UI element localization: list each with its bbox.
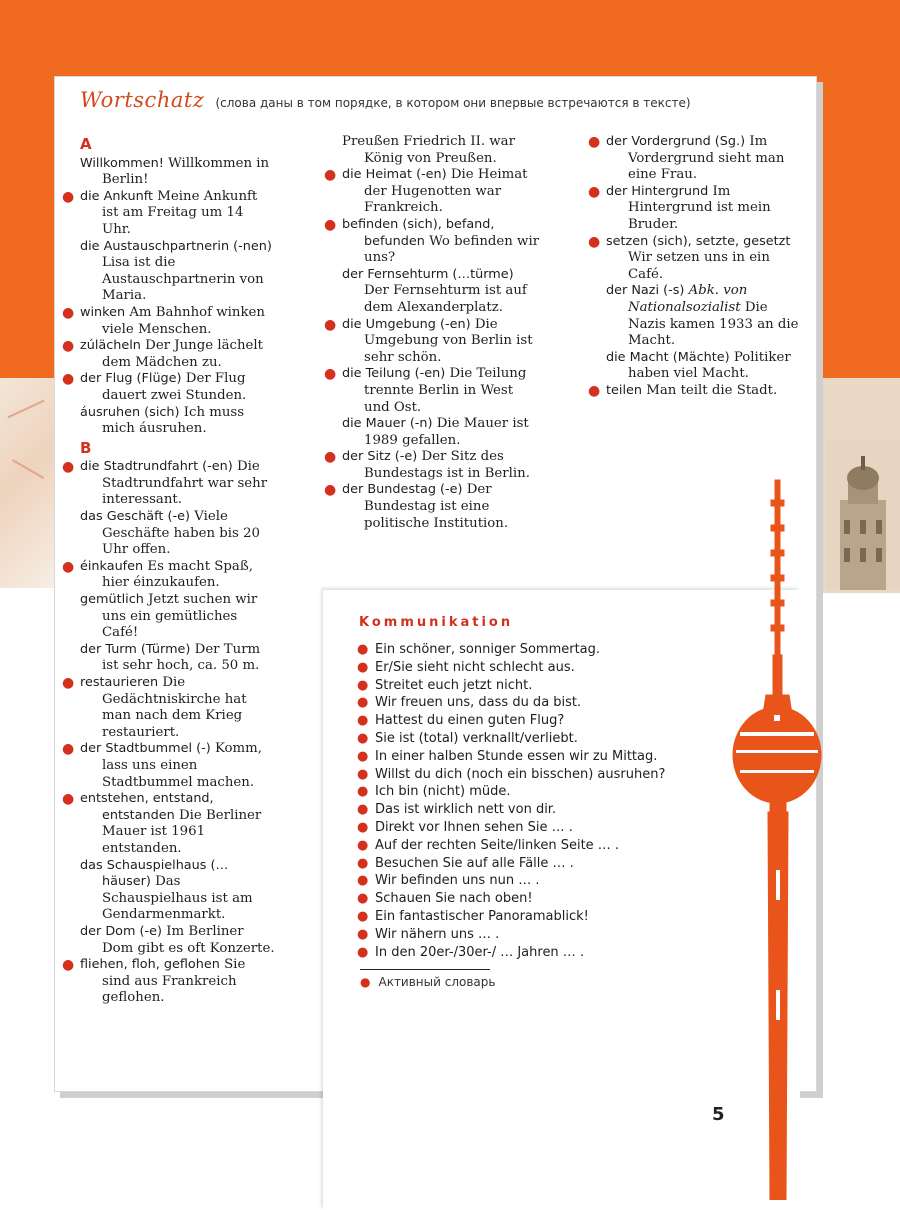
vocab-column-1 (60, 134, 275, 1007)
vocab-word: teilen (606, 382, 642, 398)
footnote-rule (360, 969, 490, 970)
fernsehturm-illustration (730, 470, 830, 1200)
vocab-example: Am Bahnhof winken viele Menschen. (102, 304, 265, 337)
active-vocab-bullet: ● (324, 366, 337, 383)
vocab-example: Meine Ankunft ist am Freitag um 14 Uhr. (102, 188, 258, 237)
phrase-item (357, 677, 665, 695)
active-vocab-bullet: ● (62, 957, 75, 974)
phrase-bullet: ● (357, 766, 369, 782)
vocab-word: setzen (sich), setzte, gesetzt (606, 233, 791, 249)
phrase-bullet: ● (357, 944, 369, 960)
vocab-word: der Vordergrund (Sg.) (606, 134, 746, 149)
vocab-word: der Hintergrund (606, 183, 709, 199)
vocab-word: die Heimat (-en) (342, 167, 447, 183)
vocab-word: fliehen, floh, geflohen (80, 957, 220, 973)
vocab-entry (586, 350, 806, 383)
vocab-entry (322, 366, 542, 416)
vocab-entry (322, 317, 542, 367)
cathedral-photo (826, 440, 900, 590)
vocab-entry (60, 642, 275, 675)
phrase-bullet: ● (357, 891, 369, 907)
kommunikation-list (357, 641, 665, 961)
vocab-entry (60, 592, 275, 642)
active-vocab-bullet: ● (62, 304, 75, 321)
vocab-example: Der Flug dauert zwei Stunden. (102, 371, 247, 403)
phrase-item (357, 659, 665, 677)
letter-heading: B (80, 438, 92, 457)
vocab-example: Im Vordergrund sieht man eine Frau. (628, 134, 785, 183)
vocab-example: Der Fernsehturm ist auf dem Alexanderplatz. (364, 283, 527, 315)
active-vocab-bullet: ● (588, 134, 601, 150)
vocab-example: Ich muss mich áusruhen. (102, 404, 245, 437)
vocab-word: der Flug (Flüge) (80, 371, 182, 387)
vocab-example: Im Hintergrund ist mein Bruder. (628, 183, 771, 232)
active-vocab-bullet: ● (62, 791, 75, 808)
vocab-word: der Nazi (-s) (606, 283, 685, 299)
vocab-entry (322, 134, 542, 167)
active-vocab-bullet: ● (62, 188, 75, 205)
footnote-bullet: ● (360, 975, 371, 989)
active-vocab-bullet: ● (324, 167, 337, 184)
vocab-example: Die Mauer ist 1989 gefallen. (364, 416, 529, 448)
phrase-item (357, 694, 665, 712)
active-vocab-bullet: ● (324, 449, 337, 466)
vocab-entry (322, 416, 542, 449)
vocab-abbreviation: Abk. von Nationalsozialist (628, 283, 748, 315)
phrase-text: In den 20er-/30er-/ … Jahren … . (375, 944, 585, 960)
phrase-item (357, 944, 665, 962)
vocab-entry (322, 449, 542, 482)
phrase-text: Direkt vor Ihnen sehen Sie … . (375, 819, 573, 835)
section-title: Wortschatz (80, 88, 205, 112)
vocab-word: der Fernsehturm (…türme) (342, 266, 514, 282)
vocab-entry (60, 305, 275, 338)
phrase-bullet: ● (357, 659, 369, 675)
active-vocab-bullet: ● (62, 558, 75, 575)
vocab-example: Im Berliner Dom gibt es oft Konzerte. (102, 923, 275, 956)
phrase-bullet: ● (357, 695, 369, 711)
phrase-item (357, 872, 665, 890)
phrase-text: Ein fantastischer Panoramablick! (375, 908, 589, 924)
section-subtitle: (слова даны в том порядке, в котором они впервые встречаются в тексте) (215, 96, 691, 110)
vocab-word: zúlächeln (80, 338, 141, 354)
vocab-entry (60, 858, 275, 924)
vocab-entry (60, 741, 275, 791)
footnote-text: Активный словарь (378, 975, 496, 989)
vocab-word: die Austauschpartnerin (-nen) (80, 238, 272, 254)
phrase-item (357, 855, 665, 873)
vocab-example: Preußen Friedrich II. war König von Preußen. (342, 134, 515, 166)
vocab-entry (322, 217, 542, 267)
phrase-item (357, 712, 665, 730)
vocab-example: Politiker haben viel Macht. (628, 349, 791, 382)
phrase-bullet: ● (357, 784, 369, 800)
vocab-example: Die Umgebung von Berlin ist sehr schön. (364, 316, 533, 365)
active-vocab-bullet: ● (324, 216, 337, 233)
phrase-text: Wir nähern uns … . (375, 926, 500, 942)
vocab-entry (322, 267, 542, 317)
vocab-entry (60, 189, 275, 239)
phrase-bullet: ● (357, 855, 369, 871)
vocab-column-3 (586, 134, 806, 400)
vocab-example: Die Gedächtniskirche hat man nach dem Krieg restauriert. (102, 675, 247, 740)
vocab-word: entstehen, entstand, entstanden (80, 791, 214, 823)
vocab-entry (586, 134, 806, 184)
phrase-bullet: ● (357, 748, 369, 764)
phrase-text: Sie ist (total) verknallt/verliebt. (375, 730, 578, 746)
vocab-entry (322, 482, 542, 532)
vocab-word: die Umgebung (-en) (342, 316, 471, 332)
phrase-bullet: ● (357, 802, 369, 818)
phrase-text: Schauen Sie nach oben! (375, 891, 533, 907)
vocab-example: Viele Geschäfte haben bis 20 Uhr offen. (102, 509, 261, 558)
vocab-entry (60, 675, 275, 741)
vocab-word: die Macht (Mächte) (606, 349, 730, 365)
vocab-word: der Bundestag (-e) (342, 482, 463, 498)
phrase-item (357, 926, 665, 944)
phrase-text: In einer halben Stunde essen wir zu Mittag. (375, 748, 658, 764)
vocab-entry (586, 283, 806, 349)
vocab-entry (60, 791, 275, 857)
active-vocab-bullet: ● (324, 482, 337, 499)
vocab-entry (60, 239, 275, 305)
vocab-word: gemütlich (80, 592, 144, 608)
vocab-example: Die Stadtrundfahrt war sehr interessant. (102, 459, 268, 508)
vocab-entry (60, 509, 275, 559)
vocab-entry (322, 167, 542, 217)
vocab-example: Jetzt suchen wir uns ein gemütliches Café! (102, 592, 258, 641)
phrase-bullet: ● (357, 908, 369, 924)
active-vocab-bullet: ● (588, 183, 601, 200)
vocab-example: Es macht Spaß, hier éinzukaufen. (102, 558, 253, 591)
vocab-example: Die Teilung trennte Berlin in West und Ost. (364, 366, 527, 415)
vocab-example: Der Bundestag ist eine politische Institution. (364, 482, 509, 531)
vocab-example: Der Junge lächelt dem Mädchen zu. (102, 338, 263, 370)
phrase-text: Hattest du einen guten Flug? (375, 713, 565, 729)
active-vocab-bullet: ● (588, 233, 601, 250)
vocab-word: éinkaufen (80, 558, 144, 574)
vocab-example: Die Heimat der Hugenotten war Frankreich. (364, 167, 528, 216)
vocab-word: restaurieren (80, 675, 159, 690)
active-vocab-bullet: ● (62, 675, 75, 691)
phrase-bullet: ● (357, 873, 369, 889)
vocab-example: Willkommen in Berlin! (102, 155, 270, 188)
vocab-word: befinden (sich), befand, befunden (342, 216, 495, 249)
vocab-example: Die Nazis kamen 1933 an die Macht. (628, 299, 799, 349)
active-vocab-bullet: ● (62, 459, 75, 476)
footnote (360, 975, 495, 989)
phrase-text: Streitet euch jetzt nicht. (375, 677, 533, 693)
active-vocab-bullet: ● (62, 371, 75, 388)
kommunikation-heading: Kommunikation (359, 615, 514, 630)
phrase-bullet: ● (357, 730, 369, 746)
vocab-word: die Ankunft (80, 188, 154, 204)
vocab-word: die Mauer (-n) (342, 416, 433, 432)
vocab-example: Lisa ist die Austauschpartnerin von Maria. (102, 255, 264, 304)
vocab-entry (586, 234, 806, 284)
vocab-example: Die Berliner Mauer ist 1961 entstanden. (102, 807, 262, 856)
vocab-entry (586, 184, 806, 234)
vocab-entry (60, 957, 275, 1007)
vocab-word: die Stadtrundfahrt (-en) (80, 459, 233, 475)
vocab-example: Wo befinden wir uns? (364, 233, 540, 266)
vocab-entry (60, 371, 275, 404)
vocab-word: das Schauspielhaus (…häuser) (80, 857, 229, 890)
phrase-bullet: ● (357, 837, 369, 853)
phrase-item (357, 908, 665, 926)
vocab-example: Der Turm ist sehr hoch, ca. 50 m. (102, 641, 261, 674)
phrase-item (357, 641, 665, 659)
phrase-item (357, 766, 665, 784)
vocab-word: der Stadtbummel (-) (80, 741, 211, 757)
letter-heading: A (80, 135, 92, 153)
vocab-entry (60, 338, 275, 371)
phrase-text: Ich bin (nicht) müde. (375, 784, 511, 800)
phrase-item (357, 730, 665, 748)
active-vocab-bullet: ● (62, 741, 75, 758)
vocab-example: Das Schauspielhaus ist am Gendarmenmarkt. (102, 874, 253, 923)
vocab-entry (60, 156, 275, 189)
vocab-word: áusruhen (sich) (80, 404, 180, 420)
vocab-example: Man teilt die Stadt. (646, 382, 778, 398)
section-header (80, 88, 800, 112)
phrase-text: Besuchen Sie auf alle Fälle … . (375, 855, 574, 871)
vocab-example: Wir setzen uns in ein Café. (628, 250, 770, 282)
vocab-word: der Sitz (-e) (342, 449, 418, 465)
phrase-bullet: ● (357, 819, 369, 835)
map-fragment (0, 378, 60, 588)
page-number: 5 (712, 1104, 725, 1125)
phrase-text: Ein schöner, sonniger Sommertag. (375, 642, 601, 657)
vocab-example: Komm, lass uns einen Stadtbummel machen. (102, 741, 262, 790)
vocab-example: Der Sitz des Bundestags ist in Berlin. (364, 449, 530, 481)
vocab-word: das Geschäft (-e) (80, 509, 190, 525)
phrase-item (357, 748, 665, 766)
vocab-entry (60, 459, 275, 509)
vocab-word: Willkommen! (80, 155, 164, 171)
active-vocab-bullet: ● (324, 316, 337, 333)
vocab-entry (60, 405, 275, 438)
phrase-bullet: ● (357, 713, 369, 729)
phrase-item (357, 837, 665, 855)
vocab-word: winken (80, 304, 126, 320)
active-vocab-bullet: ● (588, 382, 601, 399)
phrase-item (357, 890, 665, 908)
phrase-text: Auf der rechten Seite/linken Seite … . (375, 837, 620, 853)
phrase-item (357, 783, 665, 801)
phrase-text: Willst du dich (noch ein bisschen) ausruhen? (375, 766, 666, 782)
phrase-item (357, 819, 665, 837)
vocab-entry (586, 383, 806, 400)
vocab-entry (60, 924, 275, 957)
active-vocab-bullet: ● (62, 338, 75, 355)
phrase-item (357, 801, 665, 819)
phrase-bullet: ● (357, 642, 369, 657)
vocab-word: der Turm (Türme) (80, 641, 191, 657)
phrase-bullet: ● (357, 677, 369, 693)
vocab-entry (60, 559, 275, 592)
vocab-column-2 (322, 134, 542, 532)
vocab-word: die Teilung (-en) (342, 366, 446, 382)
phrase-text: Wir befinden uns nun … . (375, 873, 540, 889)
vocab-example: Sie sind aus Frankreich geflohen. (102, 957, 246, 1006)
phrase-text: Das ist wirklich nett von dir. (375, 802, 557, 818)
phrase-bullet: ● (357, 926, 369, 942)
vocab-word: der Dom (-e) (80, 923, 163, 939)
phrase-text: Wir freuen uns, dass du da bist. (375, 695, 582, 711)
phrase-text: Er/Sie sieht nicht schlecht aus. (375, 659, 575, 675)
